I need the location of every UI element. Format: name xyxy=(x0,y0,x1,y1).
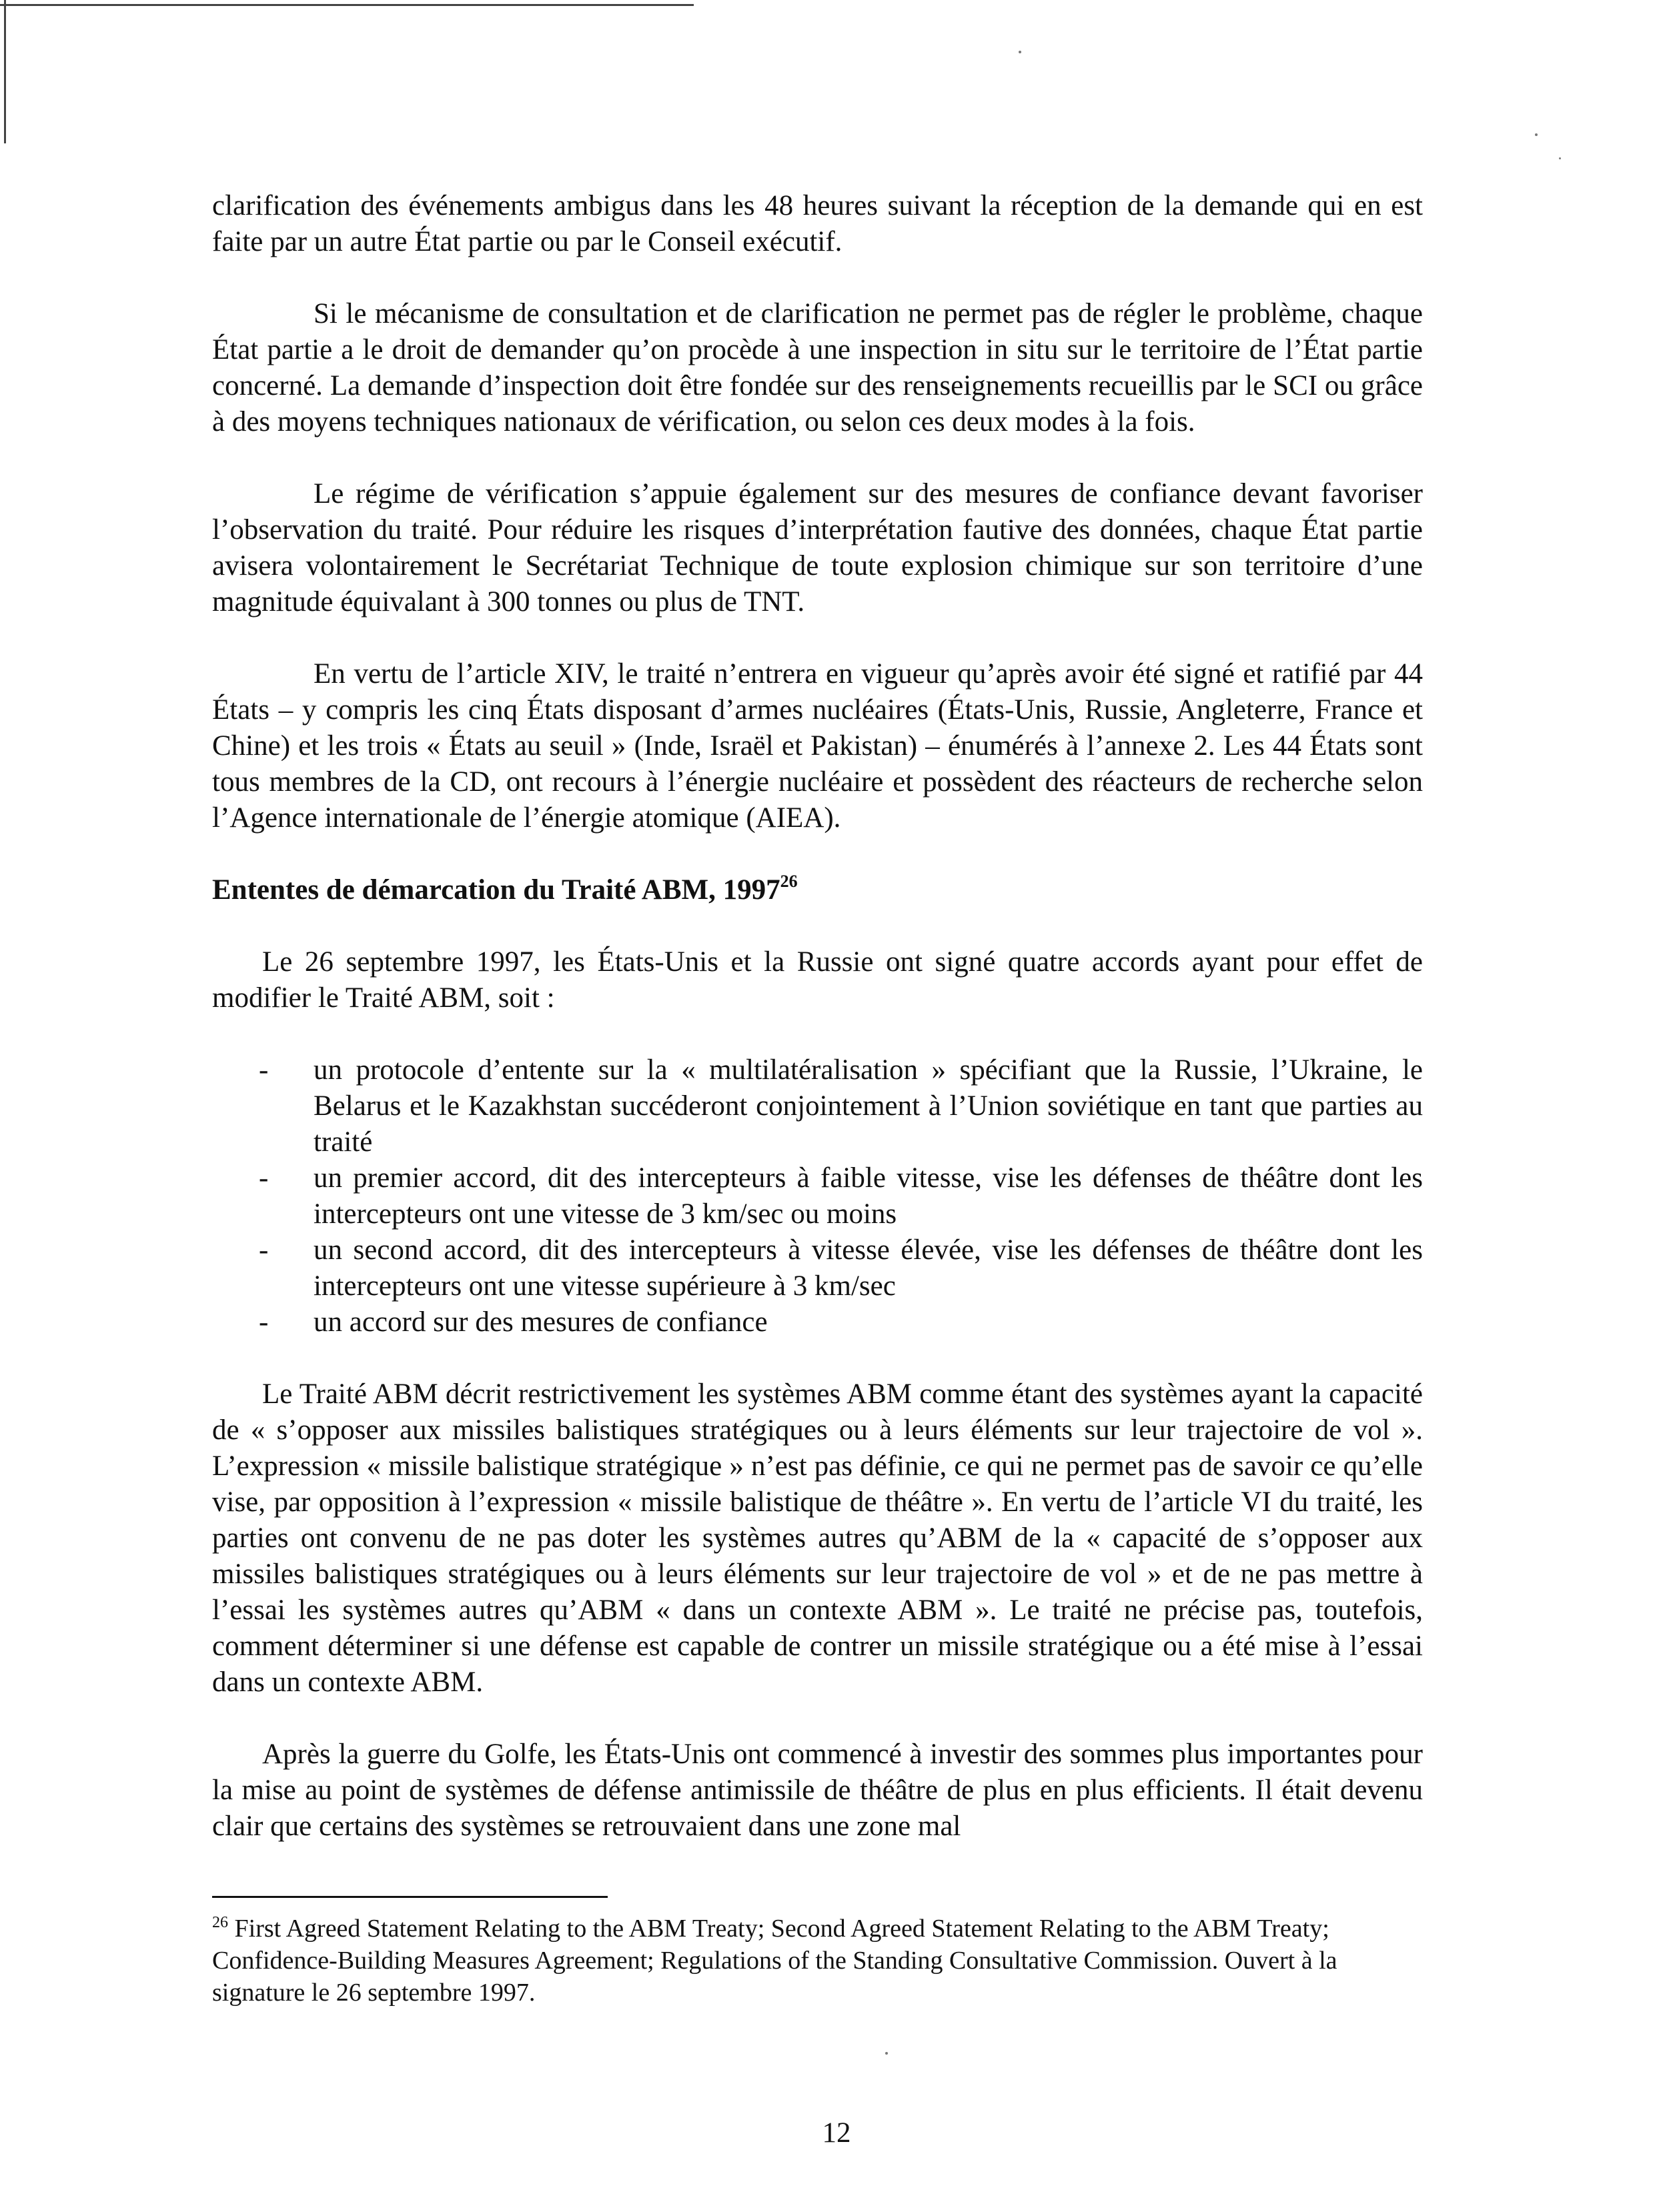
page-number: 12 xyxy=(822,2117,851,2149)
section-heading-text: Ententes de démarcation du Traité ABM, 1997 xyxy=(212,874,780,906)
page-body xyxy=(212,188,1423,1881)
bullet-marker: - xyxy=(259,1054,269,1086)
footnote-reference: 26 xyxy=(780,872,798,891)
paragraph-7: Après la guerre du Golfe, les États-Unis ont commencé à investir des sommes plus importantes pour la mise au point de systèmes de défense antimissile de théâtre de plus en plus efficients. Il était devenu clair que certains des systèmes se retrouvaient dans une zone mal xyxy=(212,1739,1423,1842)
scan-speck xyxy=(1559,157,1561,159)
footnote-text: First Agreed Statement Relating to the ABM Treaty; Second Agreed Statement Relating to the ABM Treaty; Confidence-Building Measures Agreement; Regulations of the Standing Consultative Commission. Ouvert à la signature le 26 septembre 1997. xyxy=(212,1915,1337,2007)
list-item xyxy=(212,1232,1423,1304)
list-item-text: un second accord, dit des intercepteurs à vitesse élevée, vise les défenses de théâtre dont les intercepteurs ont une vitesse supérieure à 3 km/sec xyxy=(314,1234,1423,1302)
paragraph-4: En vertu de l’article XIV, le traité n’entrera en vigueur qu’après avoir été signé et ratifié par 44 États – y compris les cinq États disposant d’armes nucléaires (États-Unis, Russie, Angleterre, France et Chine) et les trois « États au seuil » (Inde, Israël et Pakistan) – énumérés à l’annexe 2. Les 44 États sont tous membres de la CD, ont recours à l’énergie nucléaire et possèdent des réacteurs de recherche selon l’Agence internationale de l’énergie atomique (AIEA). xyxy=(212,658,1423,834)
list-item-text: un accord sur des mesures de confiance xyxy=(314,1306,768,1338)
scan-edge-top xyxy=(0,4,694,6)
bullet-marker: - xyxy=(259,1162,269,1194)
paragraph-3: Le régime de vérification s’appuie également sur des mesures de confiance devant favoriser l’observation du traité. Pour réduire les risques d’interprétation fautive des données, chaque État partie avisera volontairement le Secrétariat Technique de toute explosion chimique sur son territoire d’une magnitude équivalant à 300 tonnes ou plus de TNT. xyxy=(212,478,1423,618)
list-item-text: un protocole d’entente sur la « multilatéralisation » spécifiant que la Russie, l’Ukraine, le Belarus et le Kazakhstan succéderont conjointement à l’Union soviétique en tant que parties au traité xyxy=(314,1054,1423,1158)
paragraph-5: Le 26 septembre 1997, les États-Unis et la Russie ont signé quatre accords ayant pour effet de modifier le Traité ABM, soit : xyxy=(212,946,1423,1014)
bullet-marker: - xyxy=(259,1306,269,1338)
paragraph-1: clarification des événements ambigus dans les 48 heures suivant la réception de la demande qui en est faite par un autre État partie ou par le Conseil exécutif. xyxy=(212,190,1423,257)
scan-speck xyxy=(1535,133,1538,136)
list-item xyxy=(212,1304,1423,1340)
footnote-number: 26 xyxy=(212,1914,228,1931)
paragraph-2: Si le mécanisme de consultation et de clarification ne permet pas de régler le problème, chaque État partie a le droit de demander qu’on procède à une inspection in situ sur le territoire de l’État partie concerné. La demande d’inspection doit être fondée sur des renseignements recueillis par le SCI ou grâce à des moyens techniques nationaux de vérification, ou selon ces deux modes à la fois. xyxy=(212,298,1423,437)
bullet-marker: - xyxy=(259,1234,269,1266)
footnote-separator xyxy=(212,1896,608,1898)
list-item xyxy=(212,1052,1423,1160)
scan-speck xyxy=(885,2052,888,2055)
list-item xyxy=(212,1160,1423,1232)
bullet-list xyxy=(212,1052,1423,1340)
footnote xyxy=(212,1913,1423,2009)
paragraph-6: Le Traité ABM décrit restrictivement les systèmes ABM comme étant des systèmes ayant la capacité de « s’opposer aux missiles balistiques stratégiques ou à leurs éléments sur leur trajectoire de vol ». L’expression « missile balistique stratégique » n’est pas définie, ce qui ne permet pas de savoir ce qu’elle vise, par opposition à l’expression « missile balistique de théâtre ». En vertu de l’article VI du traité, les parties ont convenu de ne pas doter les systèmes autres qu’ABM de la « capacité de s’opposer aux missiles balistiques stratégiques ou à leurs éléments sur leur trajectoire de vol » et de ne pas mettre à l’essai les systèmes autres qu’ABM « dans un contexte ABM ». Le traité ne précise pas, toutefois, comment déterminer si une défense est capable de contrer un missile stratégique ou a été mise à l’essai dans un contexte ABM. xyxy=(212,1378,1423,1698)
scan-edge-left xyxy=(4,0,6,143)
list-item-text: un premier accord, dit des intercepteurs à faible vitesse, vise les défenses de théâtre dont les intercepteurs ont une vitesse de 3 km/sec ou moins xyxy=(314,1162,1423,1230)
scan-speck xyxy=(1019,51,1021,53)
section-heading xyxy=(212,872,1423,908)
